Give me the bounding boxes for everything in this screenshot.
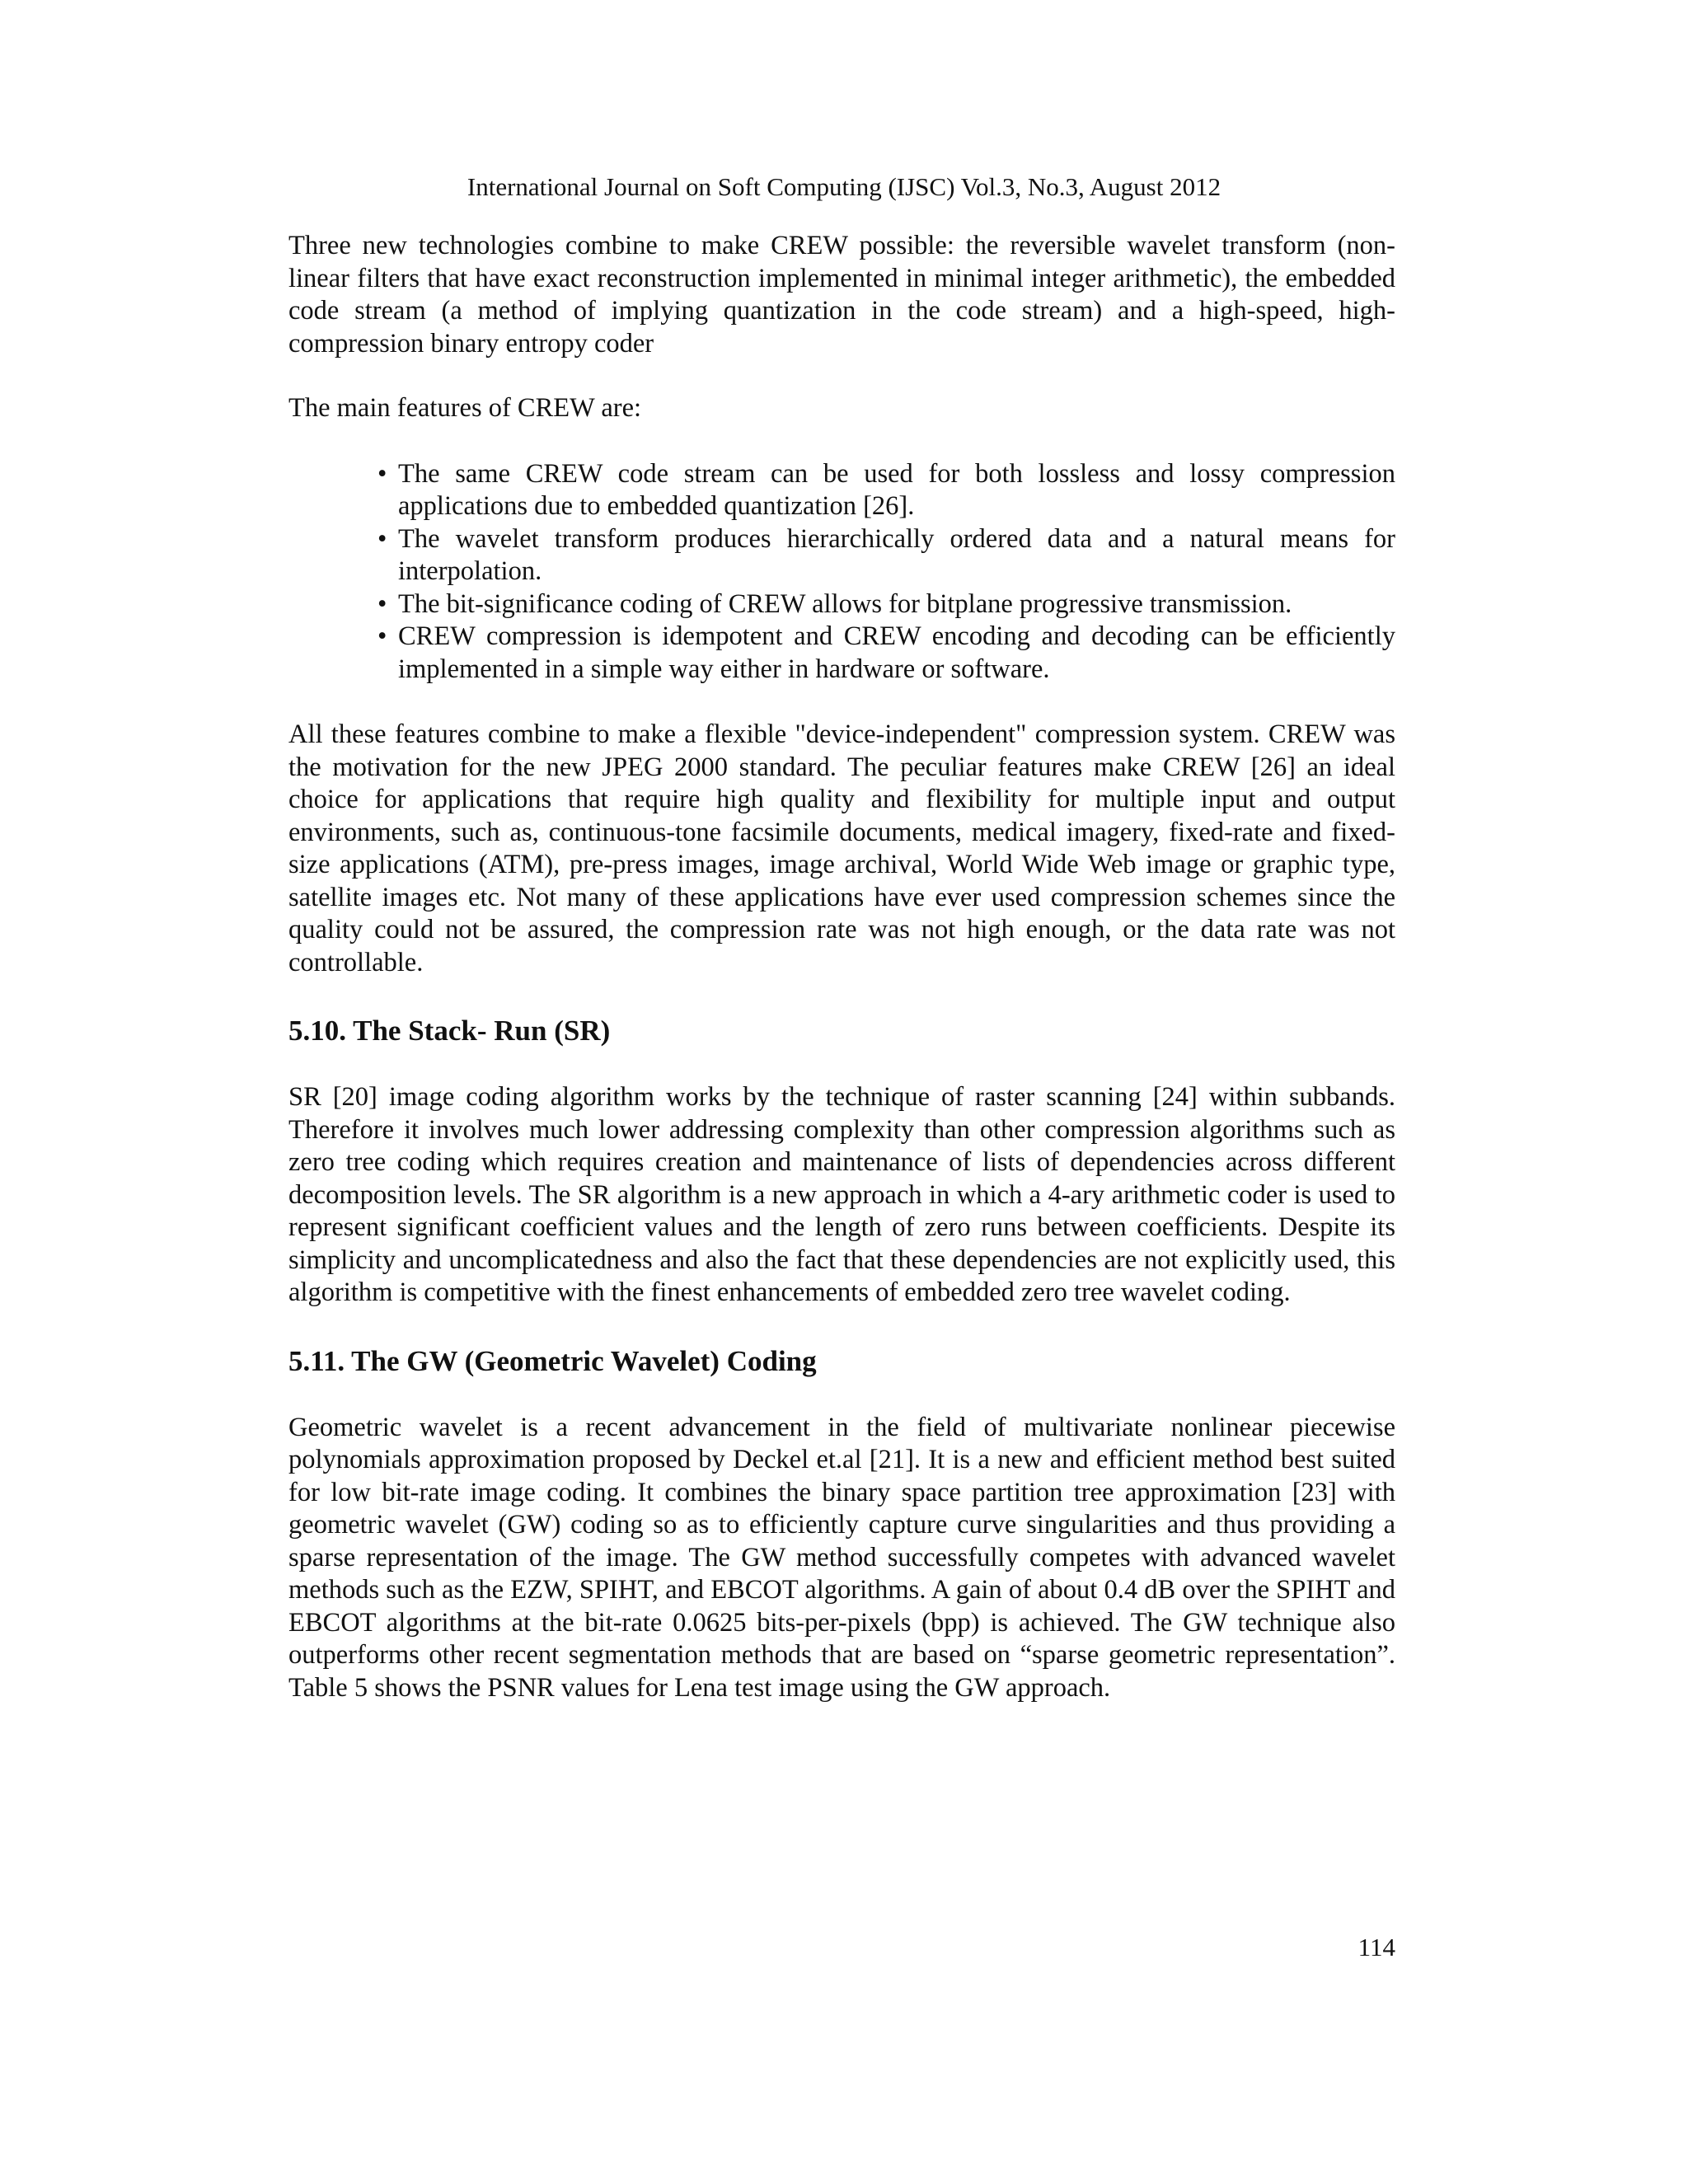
bullet-icon: • (377, 588, 387, 619)
feature-text: CREW compression is idempotent and CREW encoding and decoding can be efficiently implemented in a simple way either in hardware or software. (398, 621, 1395, 684)
feature-item (377, 588, 1395, 621)
features-list (288, 458, 1395, 687)
page-number: 114 (1357, 1933, 1395, 1961)
features-intro: The main features of CREW are: (288, 393, 642, 423)
intro-paragraph: Three new technologies combine to make CREW possible: the reversible wavelet transform (non-linear filters that have exact reconstruction implemented in minimal integer arithmetic), the embedded code stream (a method of implying quantization in the code stream) and a high-speed, high-compression binary entropy coder (288, 231, 1395, 359)
feature-item (377, 523, 1395, 588)
section-heading-stack-run: 5.10. The Stack- Run (SR) (288, 1015, 611, 1047)
bullet-icon: • (377, 458, 387, 489)
feature-text: The bit-significance coding of CREW allows for bitplane progressive transmission. (398, 588, 1292, 619)
body-content (288, 230, 1395, 1704)
feature-item (377, 458, 1395, 523)
running-header: International Journal on Soft Computing (IJSC) Vol.3, No.3, August 2012 (467, 172, 1221, 201)
bullet-icon: • (377, 621, 387, 651)
feature-text: The same CREW code stream can be used for both lossless and lossy compression applications due to embedded quantization [26]. (398, 458, 1395, 521)
feature-text: The wavelet transform produces hierarchically ordered data and a natural means for interpolation. (398, 523, 1395, 586)
features-summary-paragraph: All these features combine to make a flexible "device-independent" compression system. CREW was the motivation for the new JPEG 2000 standard. The peculiar features make CREW [26] an ideal choice for applications that require high quality and flexibility for multiple input and output environments, such as, continuous-tone facsimile documents, medical imagery, fixed-rate and fixed-size applications (ATM), pre-press images, image archival, World Wide Web image or graphic type, satellite images etc. Not many of these applications have ever used compression schemes since the quality could not be assured, the compression rate was not high enough, or the data rate was not controllable. (288, 719, 1395, 977)
section-heading-geometric-wavelet: 5.11. The GW (Geometric Wavelet) Coding (288, 1344, 817, 1377)
geometric-wavelet-paragraph: Geometric wavelet is a recent advancement in the field of multivariate nonlinear piecewise polynomials approximation proposed by Deckel et.al [21]. It is a new and efficient method best suited for low bit-rate image coding. It combines the binary space partition tree approximation [23] with geometric wavelet (GW) coding so as to efficiently capture curve singularities and thus providing a sparse representation of the image. The GW method successfully competes with advanced wavelet methods such as the EZW, SPIHT, and EBCOT algorithms. A gain of about 0.4 dB over the SPIHT and EBCOT algorithms at the bit-rate 0.0625 bits-per-pixels (bpp) is achieved. The GW technique also outperforms other recent segmentation methods that are based on “sparse geometric representation”. Table 5 shows the PSNR values for Lena test image using the GW approach. (288, 1412, 1395, 1703)
stack-run-paragraph: SR [20] image coding algorithm works by the technique of raster scanning [24] within subbands. Therefore it involves much lower addressing complexity than other compression algorithms such as zero tree coding which requires creation and maintenance of lists of dependencies across different decomposition levels. The SR algorithm is a new approach in which a 4-ary arithmetic coder is used to represent significant coefficient values and the length of zero runs between coefficients. Despite its simplicity and uncomplicatedness and also the fact that these dependencies are not explicitly used, this algorithm is competitive with the finest enhancements of embedded zero tree wavelet coding. (288, 1082, 1395, 1307)
bullet-icon: • (377, 523, 387, 554)
feature-item (377, 621, 1395, 686)
